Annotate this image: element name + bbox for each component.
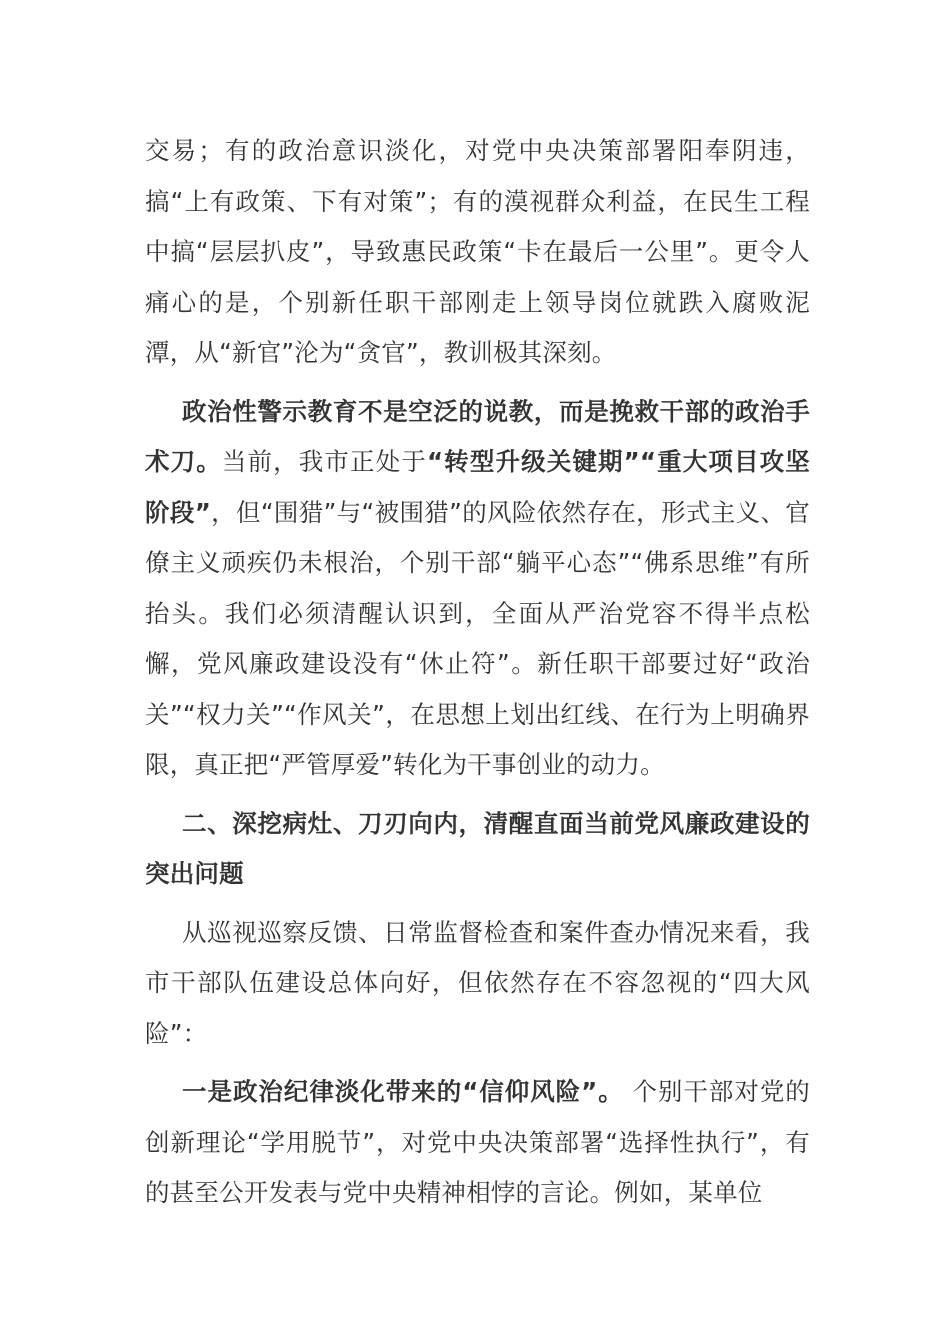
paragraph-text: 交易；有的政治意识淡化，对党中央决策部署阳奉阴违，搞“上有政策、下有对策”；有的漠视群众利益，在民生工程中搞“层层扒皮”，导致惠民政策“卡在最后一公里”。更令人痛心的是，个别新任职干部刚走上领导岗位就跌入腐败泥潭，从“新官”沦为“贪官”，教训极其深刻。 xyxy=(145,136,810,367)
paragraph-risk-one xyxy=(145,1067,810,1219)
paragraph-text: ，但“围猎”与“被围猎”的风险依然存在，形式主义、官僚主义顽疾仍未根治，个别干部“躺平心态”“佛系思维”有所抬头。我们必须清醒认识到，全面从严治党容不得半点松懈，党风廉政建设没有“休止符”。新任职干部要过好“政治关”“权力关”“作风关”，在思想上划出红线、在行为上明确界限，真正把“严管厚爱”转化为干事创业的动力。 xyxy=(145,497,811,779)
paragraph-text: 从巡视巡察反馈、日常监督检查和案件查办情况来看，我市干部队伍建设总体向好，但依然存在不容忽视的“四大风险”： xyxy=(145,917,810,1048)
section-heading-text: 二、深挖病灶、刀刃向内，清醒直面当前党风廉政建设的突出问题 xyxy=(145,808,810,888)
paragraph-lead-bold: 一是政治纪律淡化带来的“信仰风险”。 xyxy=(182,1077,624,1106)
paragraph-four-risks xyxy=(145,908,810,1060)
paragraph-warning-education xyxy=(145,387,810,791)
document-page xyxy=(145,126,810,1227)
section-heading xyxy=(145,799,810,900)
paragraph-text: 个别干部对党的创新理论“学用脱节”，对党中央决策部署“选择性执行”，有的甚至公开发表与党中央精神相悖的言论。例如，某单位 xyxy=(145,1077,810,1207)
paragraph-emphasis-bold: “转型升级关键期”“重大项目攻坚阶段” xyxy=(145,447,810,527)
paragraph-lead-bold: 政治性警示教育不是空泛的说教，而是挽救干部的政治手术刀。 xyxy=(145,396,810,476)
paragraph-text: 当前，我市正处于 xyxy=(221,447,427,476)
paragraph-continuation xyxy=(145,126,810,379)
